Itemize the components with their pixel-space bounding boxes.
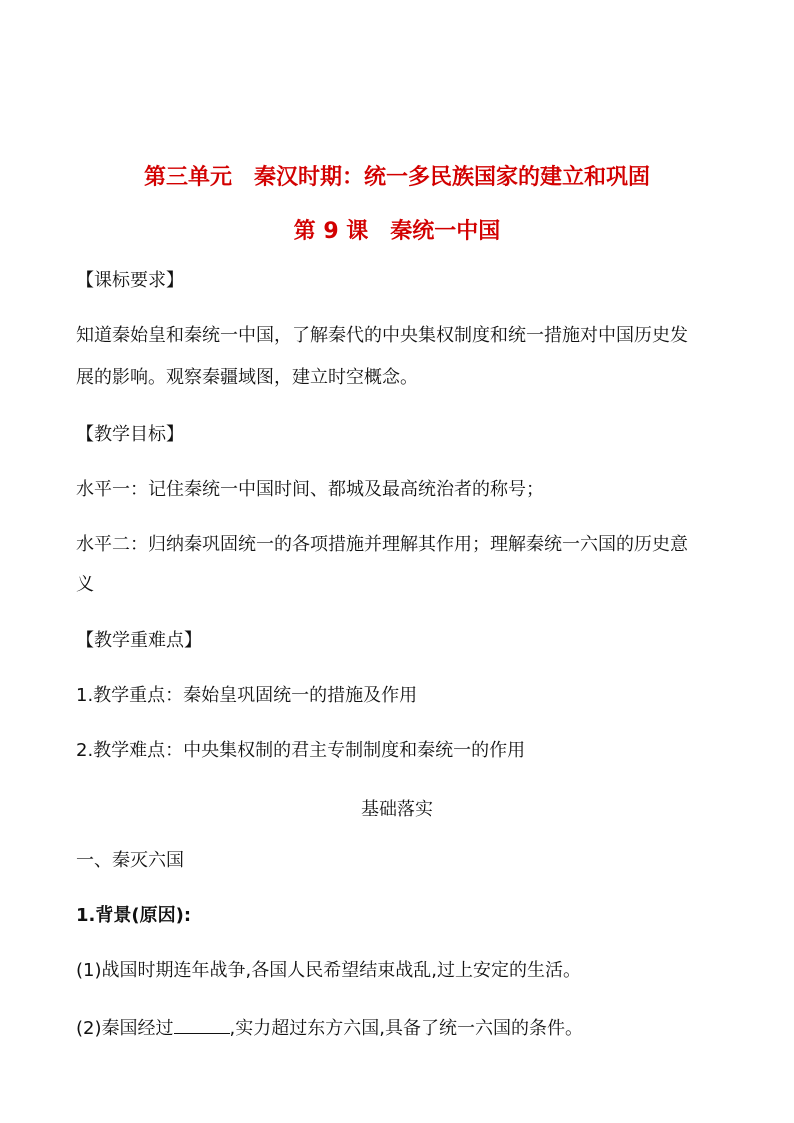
difficulty-point: 2.教学难点：中央集权制的君主专制制度和秦统一的作用 — [76, 740, 526, 761]
reason-2 — [76, 1015, 583, 1040]
fill-in-blank[interactable] — [174, 1015, 230, 1034]
curriculum-heading: 【课标要求】 — [76, 270, 184, 291]
reason-2-before: (2)秦国经过 — [76, 1018, 174, 1039]
background-heading: 1.背景(原因): — [76, 905, 192, 926]
reason-2-after: ,实力超过东方六国,具备了统一六国的条件。 — [229, 1018, 583, 1039]
keypoints-heading: 【教学重难点】 — [76, 630, 202, 651]
objectives-heading: 【教学目标】 — [76, 424, 184, 445]
part-1-heading: 一、秦灭六国 — [76, 850, 184, 871]
curriculum-text-line-1: 知道秦始皇和秦统一中国，了解秦代的中央集权制度和统一措施对中国历史发 — [76, 325, 688, 346]
foundation-heading: 基础落实 — [361, 799, 433, 820]
unit-title: 第三单元 秦汉时期：统一多民族国家的建立和巩固 — [143, 165, 650, 190]
lesson-title: 第 9 课 秦统一中国 — [293, 219, 501, 244]
objective-level-2-line-1: 水平二：归纳秦巩固统一的各项措施并理解其作用；理解秦统一六国的历史意 — [76, 534, 688, 555]
key-point: 1.教学重点：秦始皇巩固统一的措施及作用 — [76, 685, 418, 706]
curriculum-text-line-2: 展的影响。观察秦疆域图，建立时空概念。 — [76, 367, 418, 388]
reason-1: (1)战国时期连年战争,各国人民希望结束战乱,过上安定的生活。 — [76, 960, 581, 981]
objective-level-1: 水平一：记住秦统一中国时间、都城及最高统治者的称号； — [76, 479, 544, 500]
objective-level-2-line-2: 义 — [76, 574, 94, 595]
